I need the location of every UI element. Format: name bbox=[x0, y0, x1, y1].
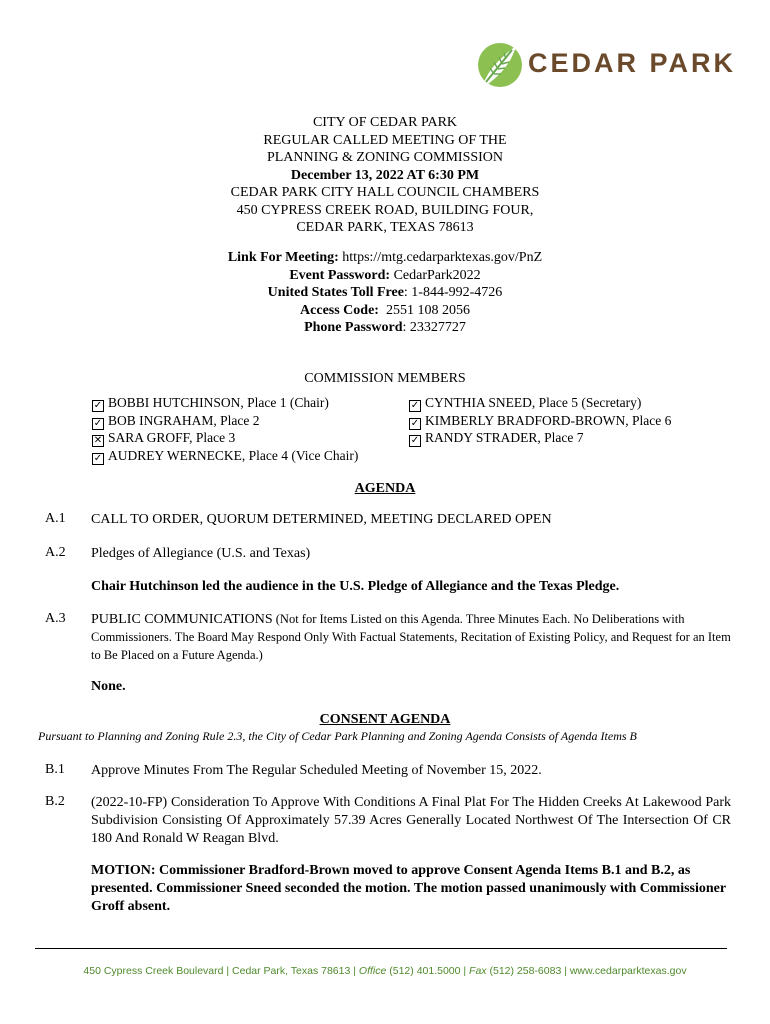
item-a3-note: None. bbox=[91, 679, 126, 694]
motion-text: MOTION: Commissioner Bradford-Brown moved to approve Consent Agenda Items B.1 and B.2, as presented. Commissioner Sneed seconded the motion. The motion passed unanimously with Commissioner Groff absent. bbox=[91, 863, 726, 914]
checkbox-icon: ✓ bbox=[410, 417, 420, 429]
item-a3-text: PUBLIC COMMUNICATIONS (Not for Items Listed on this Agenda. Three Minutes Each. No Deliberations with Commissioners. The Board May Respond Only With Factual Statements, Recitation of Existing Policy, and Request for an Item to Be Placed on a Future Agenda.) bbox=[91, 612, 731, 662]
header-line: REGULAR CALLED MEETING OF THE bbox=[263, 132, 507, 148]
header-line: CEDAR PARK CITY HALL COUNCIL CHAMBERS bbox=[230, 185, 540, 200]
member-row: ✓ KIMBERLY BRADFORD-BROWN, Place 6 bbox=[410, 412, 672, 429]
checkbox-icon: ✓ bbox=[410, 435, 420, 446]
members-title: COMMISSION MEMBERS bbox=[304, 371, 466, 386]
meeting-header bbox=[0, 114, 770, 237]
logo-wordmark: CEDAR PARK bbox=[528, 48, 737, 78]
item-b1-text: Approve Minutes From The Regular Scheduled Meeting of November 15, 2022. bbox=[91, 763, 542, 778]
leaf-logo-icon bbox=[476, 38, 524, 90]
member-row: ✕ SARA GROFF, Place 3 bbox=[93, 430, 236, 446]
item-b2-text: (2022-10-FP) Consideration To Approve With Conditions A Final Plat For The Hidden Creeks At Lakewood Park Subdivision Consisting Of Approximately 57.39 Acres Generally Located Northwest Of The Intersection Of CR 180 And Ronald W Reagan Blvd. bbox=[91, 795, 731, 846]
consent-agenda-title: CONSENT AGENDA bbox=[319, 712, 451, 727]
member-row: ✓ RANDY STRADER, Place 7 bbox=[410, 430, 584, 446]
item-a2-text: Pledges of Allegiance (U.S. and Texas) bbox=[91, 546, 311, 561]
header-line: CEDAR PARK, TEXAS 78613 bbox=[296, 220, 474, 235]
event-password-row: Event Password: CedarPark2022 bbox=[289, 267, 481, 283]
toll-free-row: United States Toll Free: 1-844-992-4726 bbox=[267, 285, 503, 300]
member-row: ✓ CYNTHIA SNEED, Place 5 (Secretary) bbox=[410, 395, 642, 411]
phone-password-row: Phone Password: 23327727 bbox=[304, 320, 466, 335]
meeting-info bbox=[0, 249, 770, 337]
checkbox-x-icon: ✕ bbox=[93, 435, 103, 446]
member-row: ✓ AUDREY WERNECKE, Place 4 (Vice Chair) bbox=[93, 447, 359, 464]
header-line: CITY OF CEDAR PARK bbox=[312, 115, 458, 130]
member-row: ✓ BOB INGRAHAM, Place 2 bbox=[93, 412, 260, 429]
members-right-column bbox=[409, 394, 671, 447]
checkbox-icon: ✓ bbox=[93, 452, 103, 464]
footer-divider bbox=[35, 948, 727, 949]
members-left-column bbox=[92, 394, 358, 464]
header-date: December 13, 2022 AT 6:30 PM bbox=[290, 167, 480, 183]
item-number: A.1 bbox=[45, 511, 66, 526]
meeting-link[interactable]: https://mtg.cedarparktexas.gov/PnZ bbox=[338, 250, 543, 265]
item-number: B.2 bbox=[45, 794, 65, 809]
item-a1-text: CALL TO ORDER, QUORUM DETERMINED, MEETING DECLARED OPEN bbox=[91, 512, 552, 527]
item-number: B.1 bbox=[45, 762, 65, 777]
item-a2-note: Chair Hutchinson led the audience in the U.S. Pledge of Allegiance and the Texas Pledge. bbox=[91, 579, 620, 594]
meeting-link-row: Link For Meeting: https://mtg.cedarparktexas.gov/PnZ bbox=[227, 250, 543, 265]
consent-agenda-subtitle: Pursuant to Planning and Zoning Rule 2.3, the City of Cedar Park Planning and Zoning Agenda Consists of Agenda Items B bbox=[38, 729, 637, 743]
checkbox-icon: ✓ bbox=[93, 400, 103, 411]
footer: 450 Cypress Creek Boulevard | Cedar Park, Texas 78613 | Office (512) 401.5000 | Fax (512) 258-6083 | www.cedarparktexas.gov bbox=[83, 965, 687, 977]
checkbox-icon: ✓ bbox=[93, 417, 103, 429]
header-line: PLANNING & ZONING COMMISSION bbox=[266, 150, 504, 165]
access-code-row: Access Code: 2551 108 2056 bbox=[300, 302, 470, 318]
checkbox-icon: ✓ bbox=[410, 400, 420, 411]
header-line: 450 CYPRESS CREEK ROAD, BUILDING FOUR, bbox=[236, 202, 534, 218]
item-number: A.2 bbox=[45, 545, 66, 560]
member-row: ✓ BOBBI HUTCHINSON, Place 1 (Chair) bbox=[93, 395, 329, 411]
item-number: A.3 bbox=[45, 611, 66, 626]
agenda-title: AGENDA bbox=[354, 481, 416, 496]
cedar-park-logo bbox=[476, 38, 737, 94]
